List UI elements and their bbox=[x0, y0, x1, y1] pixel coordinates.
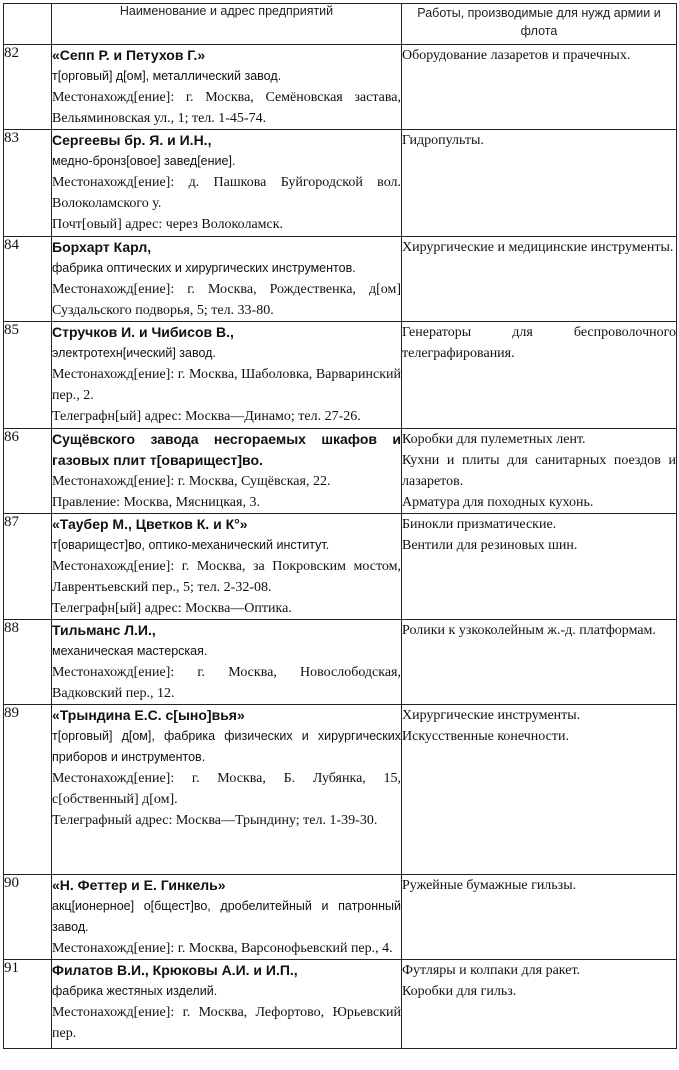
row-number: 84 bbox=[4, 237, 52, 322]
work-item: Оборудование лазаретов и прачечных. bbox=[402, 48, 631, 63]
enterprise-address: Местонахожд[ение]: г. Москва, Б. Лубянка, 15, с[обственный] д[ом]. bbox=[52, 771, 401, 807]
enterprise-address: Почт[овый] адрес: через Волоколамск. bbox=[52, 217, 284, 232]
work-cell bbox=[402, 875, 677, 960]
header-work: Работы, производимые для нужд армии и флота bbox=[402, 4, 677, 45]
table-row bbox=[4, 322, 677, 429]
enterprise-cell bbox=[52, 322, 402, 429]
work-item: Ружейные бумажные гильзы. bbox=[402, 878, 577, 893]
enterprise-address: Местонахожд[ение]: г. Москва, Семёновская застава, Вельяминовская ул., 1; тел. 1-45-74. bbox=[52, 90, 401, 126]
enterprise-cell bbox=[52, 429, 402, 514]
enterprise-name: Борхарт Карл, bbox=[52, 239, 152, 255]
enterprise-address: Местонахожд[ение]: г. Москва, за Покровским мостом, Лаврентьевский пер., 5; тел. 2-32-08. bbox=[52, 559, 401, 595]
enterprise-name: «Трындина Е.С. с[ыно]вья» bbox=[52, 707, 245, 723]
work-cell bbox=[402, 130, 677, 237]
work-item: Коробки для пулеметных лент. bbox=[402, 432, 586, 447]
work-item: Искусственные конечности. bbox=[402, 729, 569, 744]
enterprise-name: Сергеевы бр. Я. и И.Н., bbox=[52, 132, 212, 148]
enterprise-cell bbox=[52, 237, 402, 322]
row-number: 90 bbox=[4, 875, 52, 960]
row-number: 91 bbox=[4, 960, 52, 1049]
enterprise-name: «Сепп Р. и Петухов Г.» bbox=[52, 47, 206, 63]
enterprise-address: Телеграфный адрес: Москва—Трындину; тел. 1-39-30. bbox=[52, 813, 378, 828]
enterprise-address: Местонахожд[ение]: д. Пашкова Буйгородской вол. Волоколамского у. bbox=[52, 175, 401, 211]
work-item: Генераторы для беспроволочного телеграфирования. bbox=[402, 325, 676, 361]
enterprise-address: Местонахожд[ение]: г. Москва, Новослободская, Вадковский пер., 12. bbox=[52, 665, 401, 701]
enterprise-address: Правление: Москва, Мясницкая, 3. bbox=[52, 495, 260, 510]
header-row bbox=[4, 4, 677, 45]
table-row bbox=[4, 960, 677, 1049]
work-item: Футляры и колпаки для ракет. bbox=[402, 963, 581, 978]
enterprise-address: Местонахожд[ение]: г. Москва, Варсонофьевский пер., 4. bbox=[52, 941, 393, 956]
work-cell bbox=[402, 237, 677, 322]
enterprise-cell bbox=[52, 620, 402, 705]
table-row bbox=[4, 429, 677, 514]
header-number bbox=[4, 4, 52, 45]
table-row bbox=[4, 130, 677, 237]
table-row bbox=[4, 514, 677, 620]
enterprise-name: «Таубер М., Цветков К. и К°» bbox=[52, 516, 248, 532]
enterprise-name: Стручков И. и Чибисов В., bbox=[52, 324, 234, 340]
work-item: Гидропульты. bbox=[402, 133, 484, 148]
enterprise-address: Местонахожд[ение]: г. Москва, Сущёвская, 22. bbox=[52, 474, 331, 489]
enterprise-name: Сущёвского завода несгораемых шкафов и газовых плит т[оварищест]во. bbox=[52, 431, 401, 468]
row-number: 89 bbox=[4, 705, 52, 875]
enterprise-address: Местонахожд[ение]: г. Москва, Шаболовка, Варваринский пер., 2. bbox=[52, 367, 401, 403]
enterprise-name: Филатов В.И., Крюковы А.И. и И.П., bbox=[52, 962, 298, 978]
row-number: 86 bbox=[4, 429, 52, 514]
work-cell bbox=[402, 514, 677, 620]
enterprise-address: Телеграфн[ый] адрес: Москва—Динамо; тел. 27-26. bbox=[52, 409, 361, 424]
work-item: Хирургические инструменты. bbox=[402, 708, 581, 723]
row-number: 88 bbox=[4, 620, 52, 705]
work-item: Ролики к узкоколейным ж.-д. платформам. bbox=[402, 623, 656, 638]
work-item: Вентили для резиновых шин. bbox=[402, 538, 578, 553]
enterprise-kind: медно-бронз[овое] завед[ение]. bbox=[52, 154, 236, 168]
enterprise-cell bbox=[52, 130, 402, 237]
table-row bbox=[4, 620, 677, 705]
row-number: 85 bbox=[4, 322, 52, 429]
enterprise-kind: т[орговый] д[ом], фабрика физических и хирургических приборов и инструментов. bbox=[52, 729, 401, 764]
enterprise-table bbox=[3, 3, 677, 1049]
enterprise-address: Телеграфн[ый] адрес: Москва—Оптика. bbox=[52, 601, 292, 616]
table-row bbox=[4, 705, 677, 875]
enterprise-name: Тильманс Л.И., bbox=[52, 622, 156, 638]
work-item: Кухни и плиты для санитарных поездов и лазаретов. bbox=[402, 453, 676, 489]
table-row bbox=[4, 875, 677, 960]
work-cell bbox=[402, 429, 677, 514]
enterprise-kind: т[орговый] д[ом], металлический завод. bbox=[52, 69, 282, 83]
enterprise-kind: т[оварищест]во, оптико-механический институт. bbox=[52, 538, 330, 552]
work-item: Арматура для походных кухонь. bbox=[402, 495, 594, 510]
work-cell bbox=[402, 322, 677, 429]
enterprise-kind: электротехн[ический] завод. bbox=[52, 346, 216, 360]
enterprise-cell bbox=[52, 960, 402, 1049]
enterprise-cell bbox=[52, 45, 402, 130]
enterprise-kind: фабрика оптических и хирургических инструментов. bbox=[52, 261, 356, 275]
enterprise-address: Местонахожд[ение]: г. Москва, Лефортово, Юрьевский пер. bbox=[52, 1005, 401, 1041]
row-number: 83 bbox=[4, 130, 52, 237]
enterprise-kind: механическая мастерская. bbox=[52, 644, 208, 658]
work-cell bbox=[402, 705, 677, 875]
enterprise-name: «Н. Феттер и Е. Гинкель» bbox=[52, 877, 226, 893]
enterprise-address: Местонахожд[ение]: г. Москва, Рождественка, д[ом] Суздальского подворья, 5; тел. 33-80. bbox=[52, 282, 401, 318]
work-cell bbox=[402, 960, 677, 1049]
work-cell bbox=[402, 45, 677, 130]
work-item: Хирургические и медицинские инструменты. bbox=[402, 240, 674, 255]
row-number: 82 bbox=[4, 45, 52, 130]
row-number: 87 bbox=[4, 514, 52, 620]
table-row bbox=[4, 237, 677, 322]
enterprise-kind: акц[ионерное] о[бщест]во, дробелитейный и патронный завод. bbox=[52, 899, 401, 934]
work-item: Бинокли призматические. bbox=[402, 517, 557, 532]
header-enterprise: Наименование и адрес предприятий bbox=[52, 4, 402, 45]
enterprise-kind: фабрика жестяных изделий. bbox=[52, 984, 218, 998]
enterprise-cell bbox=[52, 514, 402, 620]
work-cell bbox=[402, 620, 677, 705]
enterprise-cell bbox=[52, 705, 402, 875]
enterprise-cell bbox=[52, 875, 402, 960]
work-item: Коробки для гильз. bbox=[402, 984, 517, 999]
table-row bbox=[4, 45, 677, 130]
